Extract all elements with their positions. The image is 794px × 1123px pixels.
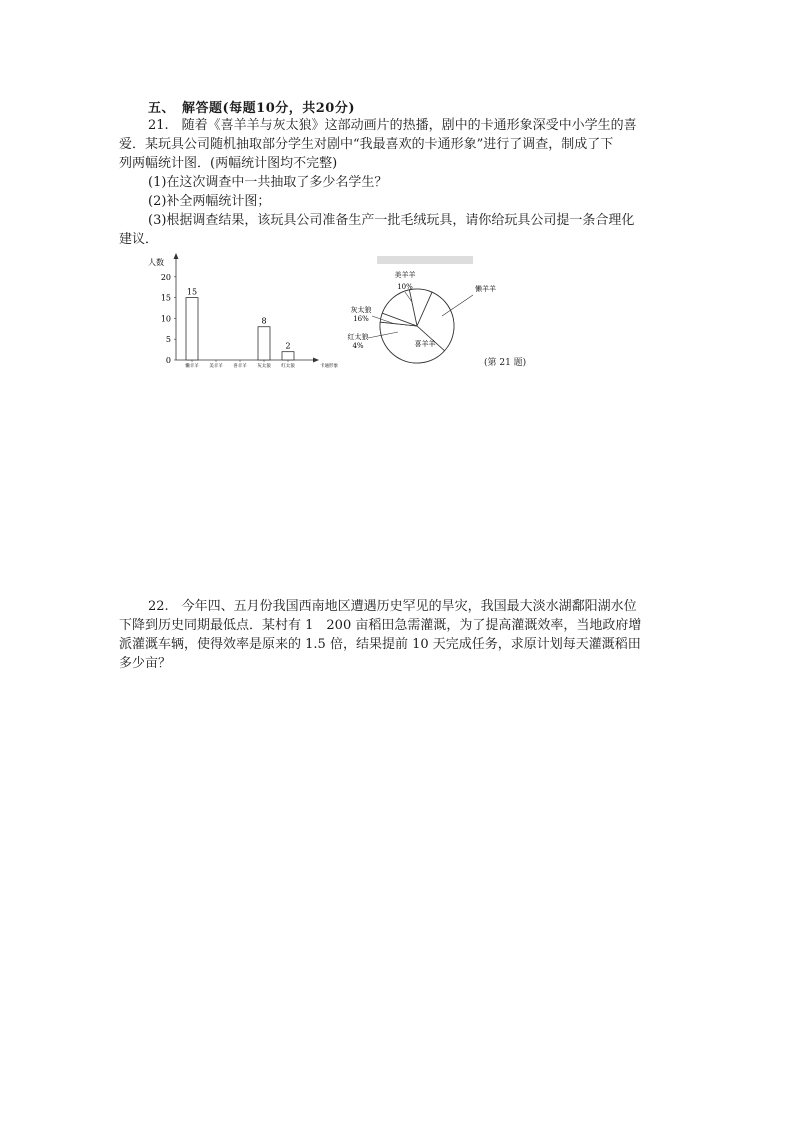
bar-data-label: 15 bbox=[186, 287, 198, 297]
bar bbox=[258, 327, 270, 360]
pie-slice-label: 美羊羊 bbox=[394, 271, 416, 279]
bar-series bbox=[186, 288, 294, 360]
bar-y-axis-label: 人数 bbox=[148, 258, 164, 267]
pie-chart bbox=[348, 256, 497, 363]
x-tick-label: 喜羊羊 bbox=[233, 364, 247, 369]
bar-data-label: 8 bbox=[261, 316, 267, 326]
x-tick-label: 红太狼 bbox=[281, 364, 295, 369]
pie-slices bbox=[380, 289, 454, 363]
bar-chart bbox=[148, 253, 338, 369]
y-tick-label: 15 bbox=[160, 293, 171, 303]
bar-y-axis-arrow bbox=[174, 253, 179, 259]
section-title: 五、 解答题(每题10分，共20分) bbox=[148, 101, 355, 116]
q22-line-3: 派灌溉车辆，使得效率是原来的 1.5 倍，结果提前 10 天完成任务，求原计划每天灌溉稻田 bbox=[119, 637, 641, 652]
y-tick-label: 0 bbox=[165, 356, 171, 365]
bar bbox=[186, 298, 198, 360]
bar-y-ticks bbox=[161, 273, 176, 365]
q21-line-3: 列两幅统计图．(两幅统计图均不完整) bbox=[119, 156, 338, 171]
pie-slice-label: 懒羊羊 bbox=[475, 285, 496, 293]
q21-sub-question-3-cont: 建议． bbox=[119, 232, 159, 247]
bar bbox=[282, 352, 294, 360]
y-tick-label: 10 bbox=[160, 314, 171, 324]
bar-x-axis-label: 卡通形象 bbox=[320, 364, 338, 369]
q21-sub-question-2: (2)补全两幅统计图； bbox=[148, 194, 271, 209]
pie-slice-label: 喜羊羊 bbox=[414, 340, 436, 348]
x-tick-label: 懒羊羊 bbox=[185, 364, 199, 369]
q21-line-2: 爱．某玩具公司随机抽取部分学生对剧中“我最喜欢的卡通形象”进行了调查，制成了下 bbox=[119, 137, 614, 152]
pie-slice-label: 红太狼 bbox=[347, 333, 369, 341]
figure-caption: (第 21 题) bbox=[484, 358, 527, 368]
bar-x-axis-arrow bbox=[313, 358, 319, 363]
x-tick-label: 灰太狼 bbox=[257, 364, 271, 369]
question-22-text bbox=[119, 597, 675, 673]
q21-line-1: 21. 随着《喜羊羊与灰太狼》这部动画片的热播，剧中的卡通形象深受中小学生的喜 bbox=[148, 118, 637, 133]
q22-line-1: 22. 今年四、五月份我国西南地区遭遇历史罕见的旱灾，我国最大淡水湖鄱阳湖水位 bbox=[148, 599, 637, 614]
y-tick-label: 5 bbox=[165, 335, 171, 345]
bar-x-ticks bbox=[185, 360, 295, 369]
pie-percent-label: 4% bbox=[352, 342, 364, 350]
q22-line-4: 多少亩？ bbox=[119, 656, 172, 671]
pie-percent-label: 16% bbox=[353, 315, 369, 323]
q22-line-2: 下降到历史同期最低点．某村有 1 200 亩稻田急需灌溉，为了提高灌溉效率，当地政府增 bbox=[119, 618, 642, 633]
bar-data-label: 2 bbox=[285, 341, 291, 351]
q21-sub-question-3: (3)根据调查结果，该玩具公司准备生产一批毛绒玩具，请你给玩具公司提一条合理化 bbox=[148, 213, 635, 228]
q21-sub-question-1: (1)在这次调查中一共抽取了多少名学生？ bbox=[148, 175, 388, 190]
pie-percent-label: 10% bbox=[397, 283, 413, 291]
blurred-title-mark bbox=[377, 256, 473, 264]
question-21-text bbox=[119, 116, 675, 173]
y-tick-label: 20 bbox=[160, 272, 171, 282]
x-tick-label: 美羊羊 bbox=[209, 364, 223, 369]
pie-slice-label: 灰太狼 bbox=[350, 306, 372, 314]
